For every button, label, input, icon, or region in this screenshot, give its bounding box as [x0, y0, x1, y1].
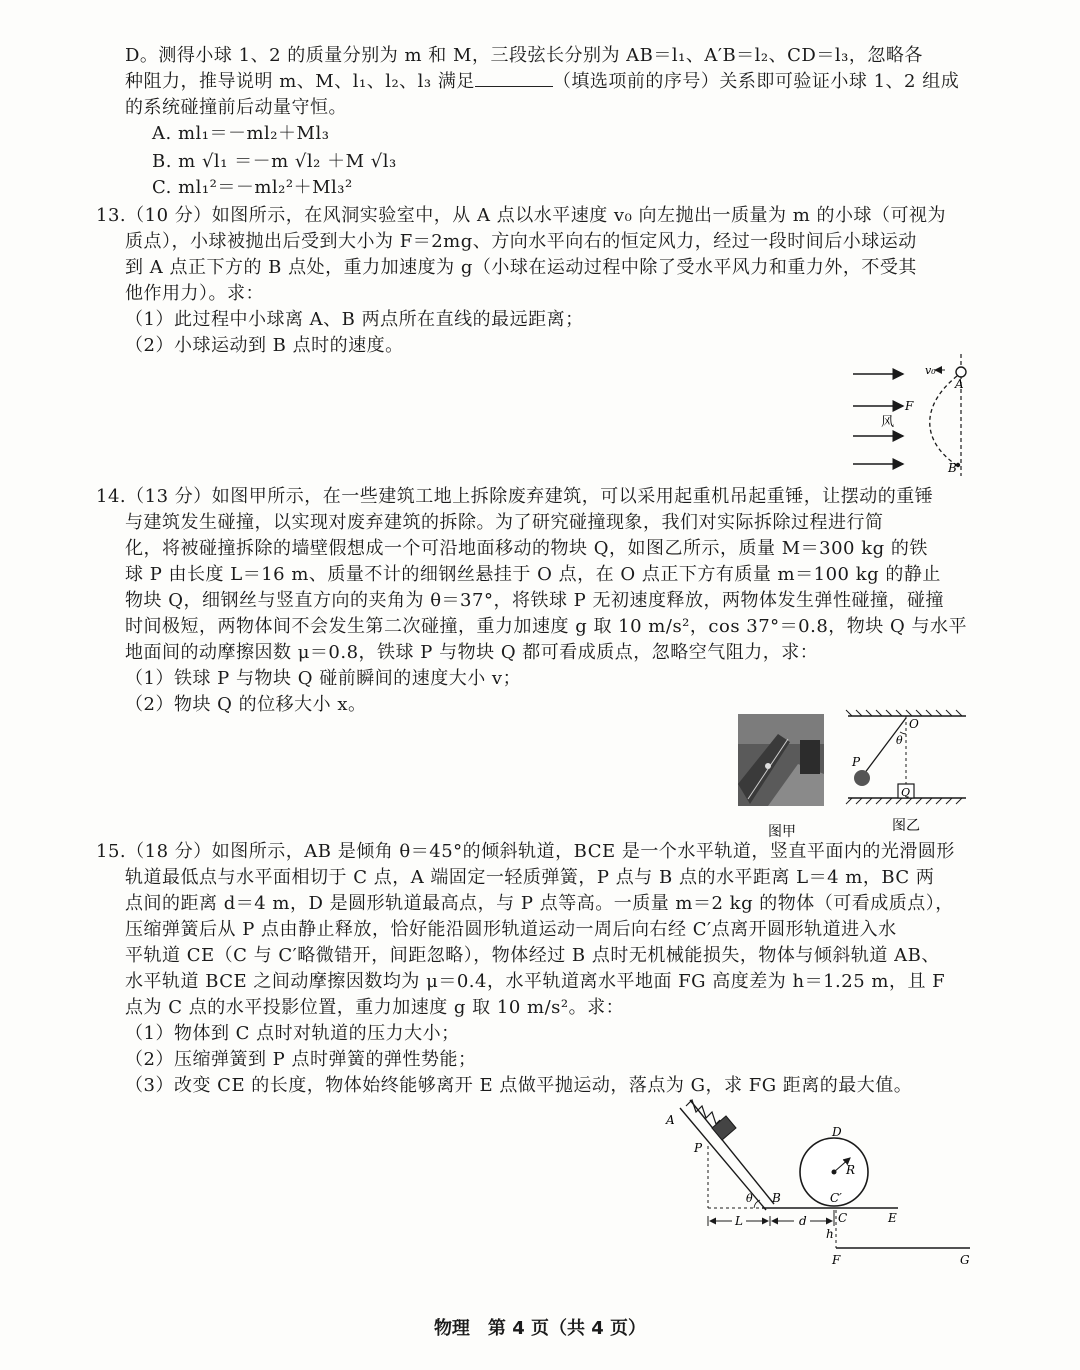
q12-option-c: C. ml₁²＝－ml₂²＋Ml₃² — [152, 177, 353, 198]
point-c-label: C — [838, 1211, 848, 1225]
figure-caption-jia: 图甲 — [768, 824, 796, 840]
q13-sub-2: （2）小球运动到 B 点时的速度。 — [125, 335, 404, 356]
point-d-label: D — [832, 1125, 842, 1139]
point-p-label: P — [694, 1141, 703, 1155]
q14-line: 时间极短，两物体间不会发生第二次碰撞，重力加速度 g 取 10 m/s²，cos 37°＝0.8，物块 Q 与水平 — [125, 616, 968, 637]
q13-line: 13.（10 分）如图所示，在风洞实验室中，从 A 点以水平速度 v₀ 向左抛出一质量为 m 的小球（可视为 — [96, 205, 947, 226]
block-q-label: Q — [901, 786, 911, 799]
length-l-label: L — [735, 1214, 743, 1228]
distance-d-label: d — [799, 1214, 807, 1228]
wind-label: 风 — [881, 415, 895, 430]
v0-label: v₀ — [925, 364, 936, 377]
q14-line: 与建筑发生碰撞，以实现对废弃建筑的拆除。为了研究碰撞现象，我们对实际拆除过程进行简 — [125, 512, 884, 533]
q12-text: 种阻力，推导说明 m、M、l₁、l₂、l₃ 满足 — [125, 71, 475, 92]
q12-line: D。测得小球 1、2 的质量分别为 m 和 M，三段弦长分别为 AB＝l₁、A′B＝l₂、CD＝l₃，忽略各 — [125, 45, 923, 66]
point-g-label: G — [960, 1253, 970, 1267]
page-footer: 物理 第 4 页（共 4 页） — [433, 1318, 647, 1339]
q15-line: 水平轨道 BCE 之间动摩擦因数均为 μ＝0.4，水平轨道离水平地面 FG 高度差为 h＝1.25 m，且 F — [125, 971, 946, 992]
q12-option-b: B. m √l₁ ＝－m √l₂ ＋M √l₃ — [152, 151, 397, 172]
point-a-label: A — [955, 377, 964, 391]
angle-theta-label: θ — [896, 734, 903, 747]
q15-line: 15.（18 分）如图所示，AB 是倾角 θ＝45°的倾斜轨道，BCE 是一个水平轨道，竖直平面内的光滑圆形 — [96, 841, 955, 862]
radius-r-label: R — [846, 1163, 856, 1177]
angle-theta-label: θ — [746, 1192, 753, 1205]
point-e-label: E — [888, 1211, 897, 1225]
q13-figure — [845, 350, 975, 480]
q12-text: （填选项前的序号）关系即可验证小球 1、2 组成 — [552, 71, 960, 92]
q14-pendulum-figure — [840, 708, 970, 844]
q14-line: 地面间的动摩擦因数 μ＝0.8，铁球 P 与物块 Q 都可看成质点，忽略空气阻力，求： — [125, 642, 819, 663]
q14-line: 球 P 由长度 L＝16 m、质量不计的细钢丝悬挂于 O 点，在 O 点正下方有质量 m＝100 kg 的静止 — [125, 564, 941, 585]
q14-line: 物块 Q，细钢丝与竖直方向的夹角为 θ＝37°，将铁球 P 无初速度释放，两物体发生弹性碰撞，碰撞 — [125, 590, 944, 611]
height-h-label: h — [826, 1227, 834, 1241]
q13-line: 质点），小球被抛出后受到大小为 F＝2mg、方向水平向右的恒定风力，经过一段时间后小球运动 — [125, 231, 917, 252]
point-b-label: B — [948, 461, 957, 475]
q15-track-figure — [650, 1086, 980, 1276]
q12-line — [125, 70, 959, 94]
q15-line: 轨道最低点与水平面相切于 C 点，A 端固定一轻质弹簧，P 点与 B 点的水平距离 L＝4 m，BC 两 — [125, 867, 935, 888]
q13-line: 到 A 点正下方的 B 点处，重力加速度为 g（小球在运动过程中除了受水平风力和重力外，不受其 — [125, 257, 917, 278]
q14-sub-2: （2）物块 Q 的位移大小 x。 — [125, 694, 367, 715]
q15-line: 压缩弹簧后从 P 点由静止释放，恰好能沿圆形轨道运动一周后向右经 C′点离开圆形轨道进入水 — [125, 919, 897, 940]
point-a-label: A — [666, 1113, 675, 1127]
point-c-prime-label: C′ — [830, 1191, 842, 1205]
q13-sub-1: （1）此过程中小球离 A、B 两点所在直线的最远距离； — [125, 309, 584, 330]
q14-line: 化，将被碰撞拆除的墙壁假想成一个可沿地面移动的物块 Q，如图乙所示，质量 M＝300 kg 的铁 — [125, 538, 928, 559]
q14-line: 14.（13 分）如图甲所示，在一些建筑工地上拆除废弃建筑，可以采用起重机吊起重锤，让摆动的重锤 — [96, 486, 934, 507]
q12-option-a: A. ml₁＝－ml₂＋Ml₃ — [152, 123, 330, 144]
q15-line: 平轨道 CE（C 与 C′略微错开，间距忽略），物体经过 B 点时无机械能损失，物体与倾斜轨道 AB、 — [125, 945, 940, 966]
q15-sub-1: （1）物体到 C 点时对轨道的压力大小； — [125, 1023, 460, 1044]
point-b-label: B — [772, 1191, 781, 1205]
answer-blank — [475, 70, 553, 87]
q15-sub-2: （2）压缩弹簧到 P 点时弹簧的弹性势能； — [125, 1049, 477, 1070]
point-o-label: O — [909, 717, 919, 731]
point-f-label: F — [832, 1253, 841, 1267]
q15-line: 点为 C 点的水平投影位置，重力加速度 g 取 10 m/s²。求： — [125, 997, 625, 1018]
q15-sub-3: （3）改变 CE 的长度，物体始终能够离开 E 点做平抛运动，落点为 G，求 FG 距离的最大值。 — [125, 1075, 913, 1096]
q14-photo-figure — [738, 714, 824, 844]
force-f-label: F — [905, 399, 914, 413]
figure-caption-yi: 图乙 — [892, 818, 920, 834]
q14-sub-1: （1）铁球 P 与物块 Q 碰前瞬间的速度大小 v； — [125, 668, 522, 689]
q15-line: 点间的距离 d＝4 m，D 是圆形轨道最高点，与 P 点等高。一质量 m＝2 kg 的物体（可看成质点）， — [125, 893, 954, 914]
q12-line: 的系统碰撞前后动量守恒。 — [125, 97, 347, 118]
q13-line: 他作用力）。求： — [125, 283, 264, 304]
ball-p-label: P — [852, 755, 861, 769]
